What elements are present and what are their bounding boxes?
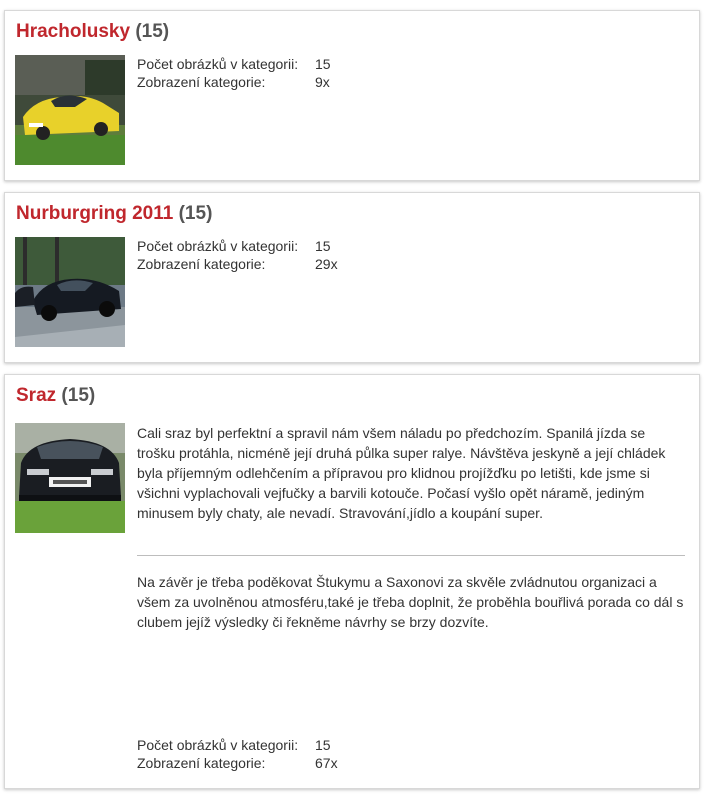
images-count-label: Počet obrázků v kategorii: — [137, 56, 299, 72]
category-stats — [137, 237, 338, 273]
category-title — [16, 203, 212, 225]
category-link[interactable]: Sraz — [16, 385, 57, 406]
category-stats — [137, 736, 338, 772]
category-thumbnail[interactable] — [15, 237, 125, 347]
category-thumbnail[interactable] — [15, 423, 125, 533]
views-label: Zobrazení kategorie: — [137, 755, 266, 771]
images-count-label: Počet obrázků v kategorii: — [137, 737, 299, 753]
images-count-value: 15 — [315, 56, 331, 72]
views-label: Zobrazení kategorie: — [137, 256, 266, 272]
category-description — [137, 423, 687, 523]
category-stats — [137, 55, 331, 91]
category-count: (15) — [178, 203, 213, 224]
category-card-nurburgring — [4, 192, 700, 363]
views-label: Zobrazení kategorie: — [137, 74, 266, 90]
category-title — [16, 385, 95, 407]
category-link[interactable]: Nurburgring 2011 — [16, 203, 174, 224]
category-count: (15) — [61, 385, 96, 406]
views-value: 9x — [315, 74, 330, 90]
description-paragraph: Cali sraz byl perfektní a spravil nám všem náladu po předchozím. Spanilá jízda se trošku protáhla, nicméně její druhá půlka super ralye. Návštěva jeskyně a její chládek byla příjemným odlehčením a přípravou pro klidnou projížďku po letišti, kde jsme si všichni vyplachovali vejfučky a barvili kotouče. Počasí vyšlo opět náramě, jediným minusem byly chaty, ale nevadí. Stravování,jídlo a koupání super. — [137, 425, 666, 521]
category-count: (15) — [135, 21, 170, 42]
category-title — [16, 21, 169, 43]
category-card-hracholusky — [4, 10, 700, 181]
views-value: 29x — [315, 256, 338, 272]
views-value: 67x — [315, 755, 338, 771]
category-card-sraz — [4, 374, 700, 789]
description-divider — [137, 555, 685, 556]
images-count-value: 15 — [315, 737, 331, 753]
images-count-value: 15 — [315, 238, 331, 254]
category-link[interactable]: Hracholusky — [16, 21, 131, 42]
category-description-continued — [137, 572, 687, 632]
description-paragraph: Na závěr je třeba poděkovat Štukymu a Saxonovi za skvěle zvládnutou organizaci a všem za uvolněnou atmosféru,také je třeba doplnit, že proběhla bouřlivá porada co dál s clubem jejíž výsledky či řekněme návrhy se brzy dozvíte. — [137, 574, 684, 630]
category-thumbnail[interactable] — [15, 55, 125, 165]
images-count-label: Počet obrázků v kategorii: — [137, 238, 299, 254]
